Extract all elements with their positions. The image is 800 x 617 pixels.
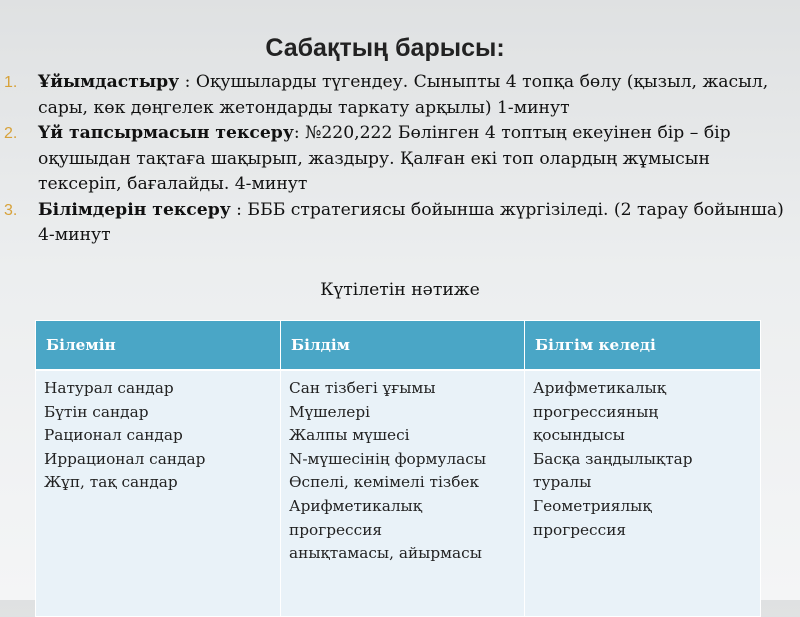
cell-line: Бүтін сандар (44, 402, 149, 421)
step-number: 3. (4, 201, 18, 219)
step-number: 2. (4, 125, 18, 142)
cell-line: Арифметикалық (533, 379, 666, 397)
cell-line: анықтамасы, айырмасы (289, 544, 482, 563)
cell-line: туралы (533, 473, 592, 492)
step-label: Білімдерін тексеру (38, 199, 231, 220)
lesson-step (0, 121, 790, 198)
column-header-want-to-know: Білгім келеді (525, 321, 761, 371)
lesson-step (0, 70, 790, 121)
expected-result-heading: Күтілетін нәтиже (320, 280, 480, 300)
table-row (36, 370, 761, 617)
cell-line: Арифметикалық (289, 496, 422, 515)
table-cell-want-to-know (525, 370, 761, 617)
step-text: : Оқушыларды түгендеу. Сыныпты 4 топқа бөлу (қызыл, жасыл, сары, көк дөңгелек жетондарды таркату арқылы) 1-минут (38, 72, 769, 118)
lesson-step (0, 198, 790, 249)
cell-line: Өспелі, кемімелі тізбек (289, 473, 480, 492)
cell-line: прогрессияның (533, 402, 659, 421)
cell-line: прогрессия (289, 520, 383, 539)
cell-line: Натурал сандар (44, 379, 174, 397)
column-header-know: Білемін (36, 321, 281, 371)
cell-line: Жалпы мүшесі (289, 426, 410, 445)
lesson-steps-list (0, 70, 790, 249)
table-cell-know (36, 370, 281, 617)
cell-line: Жұп, тақ сандар (44, 473, 178, 492)
column-header-learned: Білдім (281, 321, 525, 371)
table-cell-learned (281, 370, 525, 617)
cell-line: қосындысы (533, 426, 625, 445)
step-text: : БББ стратегиясы бойынша жүргізіледі. (2 тарау бойынша) 4-минут (38, 199, 784, 245)
slide-title: Сабақтың барысы: (265, 34, 505, 62)
cell-line: Мүшелері (289, 402, 371, 421)
cell-line: Иррационал сандар (44, 449, 206, 468)
cell-line: Сан тізбегі ұғымы (289, 379, 436, 397)
cell-line: Басқа заңдылықтар (533, 449, 693, 468)
cell-line: Рационал сандар (44, 426, 183, 445)
step-label: Үй тапсырмасын тексеру (38, 123, 294, 143)
step-label: Ұйымдастыру (38, 72, 180, 92)
step-text: : №220,222 Бөлінген 4 топтың екеуінен бір – бір оқушыдан тақтаға шақырып, жаздыру. Қалған екі топ олардың жұмысын тексеріп, бағалайды. 4-минут (38, 123, 731, 194)
table-header-row (36, 321, 761, 371)
cell-line: Геометриялық (533, 496, 652, 515)
kwl-table (35, 320, 761, 617)
cell-line: прогрессия (533, 520, 627, 539)
cell-line: N-мүшесінің формуласы (289, 449, 487, 468)
step-number: 1. (4, 74, 18, 91)
